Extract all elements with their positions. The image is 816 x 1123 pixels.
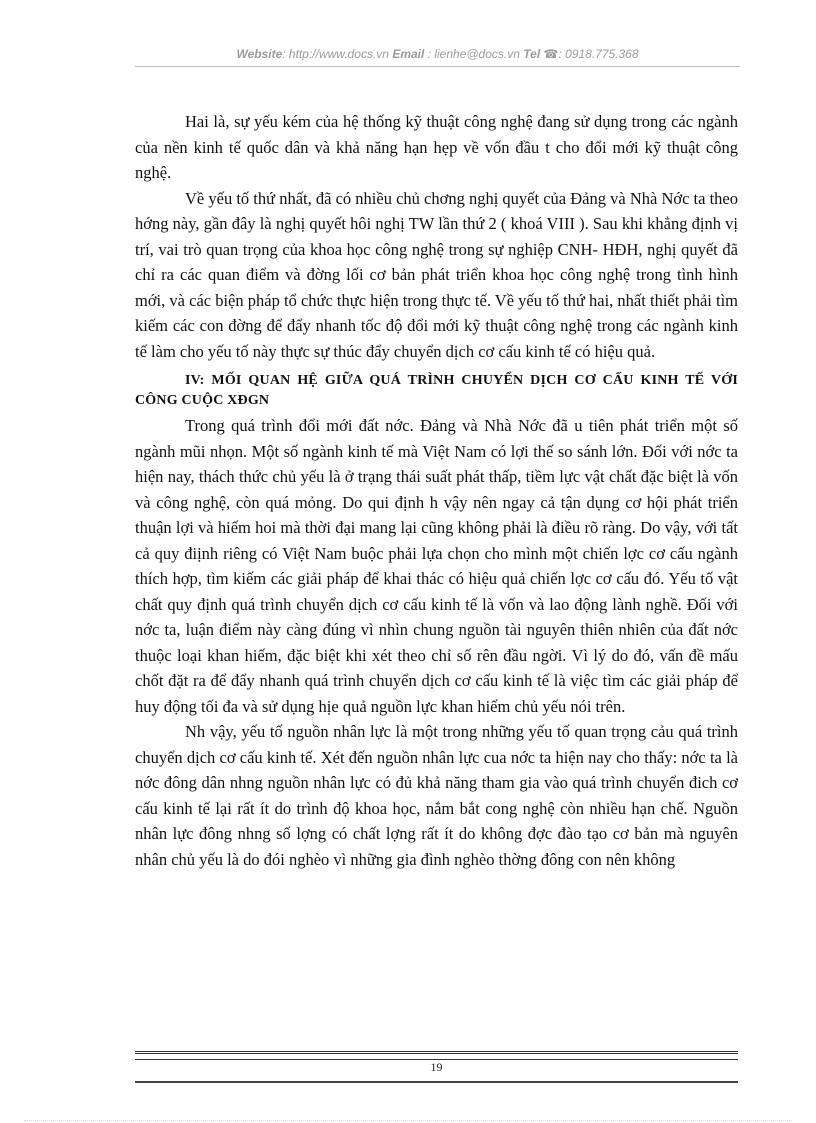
paragraph-4: Nh vậy, yếu tố nguồn nhân lực là một trong những yếu tố quan trọng cảu quá trình chuyển dịch cơ cấu kinh tế. Xét đến nguồn nhân lực cua nớc ta hiện nay cho thấy: nớc ta là nớc đông dân nhng nguồn nhân lực có đủ khả năng tham gia vào quá trình chuyển đich cơ cấu kinh tế lại rất ít do trình độ khoa học, nắm bắt cong nghệ còn nhiều hạn chế. Nguồn nhân lực đông nhng số lợng có chất lợng rất ít do không đợc đào tạo cơ bản mà nguyên nhân chủ yếu là do đói nghèo vì những gia đình nghèo thờng đông con nên không xyxy=(135,722,738,869)
website-label: Website xyxy=(236,47,283,61)
document-body xyxy=(135,109,738,872)
paragraph-2: Về yếu tố thứ nhất, đã có nhiều chủ chơng nghị quyết của Đảng và Nhà Nớc ta theo hớng này, gần đây là nghị quyết hôi nghị TW lần thứ 2 ( khoá VIII ). Sau khi khẳng định vị trí, vai trò quan trọng của khoa học công nghệ trong sự nghiệp CNH- HĐH, nghị quyết đã chỉ ra các quan điểm và đờng lối cơ bản phát triển khoa học công nghệ trong tình hình mới, và các biện pháp tổ chức thực hiện trong thực tế. Về yếu tố thứ hai, nhất thiết phải tìm kiếm các con đờng để đẩy nhanh tốc độ đổi mới kỹ thuật công nghệ trong các ngành kinh tế làm cho yếu tố này thực sự thúc đẩy chuyển dịch cơ cấu kinh tế có hiệu quả. xyxy=(135,188,738,361)
website-value: : http://www.docs.vn xyxy=(282,47,389,61)
header-divider xyxy=(135,66,740,67)
bottom-divider xyxy=(135,1081,738,1083)
email-label: Email xyxy=(392,47,425,61)
tel-value: ☎: 0918.775.368 xyxy=(540,47,639,61)
page-edge xyxy=(24,1120,792,1121)
page-number: 19 xyxy=(430,1060,443,1074)
page-header xyxy=(135,47,740,61)
paragraph-1: Hai là, sự yếu kém của hệ thống kỹ thuật công nghệ đang sử dụng trong các ngành của nền kinh tế quốc dân và khả năng hạn hẹp về vốn đầu t cho đổi mới kỹ thuật công nghệ. xyxy=(135,112,738,182)
paragraph-3: Trong quá trình đổi mới đất nớc. Đảng và Nhà Nớc đã u tiên phát triển một số ngành mũi nhọn. Một số ngành kinh tế mà Việt Nam có lợi thế so sánh lớn. Đối với nớc ta hiện nay, thách thức chủ yếu là ở trạng thái suất phát thấp, tiềm lực vật chất đặc biệt là vốn và công nghệ, còn quá mỏng. Do qui định h vậy nên ngay cả tận dụng cơ hội phát triển thuận lợi và hiếm hoi mà thời đại mang lại cũng không phải là điều rõ ràng. Do vậy, với tất cả quy điịnh riêng có Việt Nam buộc phải lựa chọn cho mình một chiến lợc cơ cấu ngành thích hợp, tìm kiếm các giải pháp để khai thác có hiệu quả chiến lợc cơ cấu đó. Yếu tố vật chất quy định quá trình chuyển dịch cơ cấu kinh tế là vốn và lao động lành nghề. Đối với nớc ta, luận điểm này càng đúng vì nhìn chung nguồn tài nguyên thiên nhiên của đất nớc thuộc loại khan hiếm, đặc biệt khi xét theo chỉ số rên đầu ngời. Vì lý do đó, vấn đề mấu chốt đặt ra để đẩy nhanh quá trình chuyển dịch cơ cấu kinh tế là việc tìm các giải pháp để huy động tối đa và sử dụng hịe quả nguồn lực khan hiếm chủ yếu nói trên. xyxy=(135,416,738,716)
section-heading: IV: MỐI QUAN HỆ GIỮA QUÁ TRÌNH CHUYỂN DỊCH CƠ CẤU KINH TẾ VỚI CÔNG CUỘC XĐGN xyxy=(135,373,738,408)
tel-label: Tel xyxy=(523,47,541,61)
email-value: : lienhe@docs.vn xyxy=(424,47,520,61)
footer-divider xyxy=(135,1051,738,1060)
